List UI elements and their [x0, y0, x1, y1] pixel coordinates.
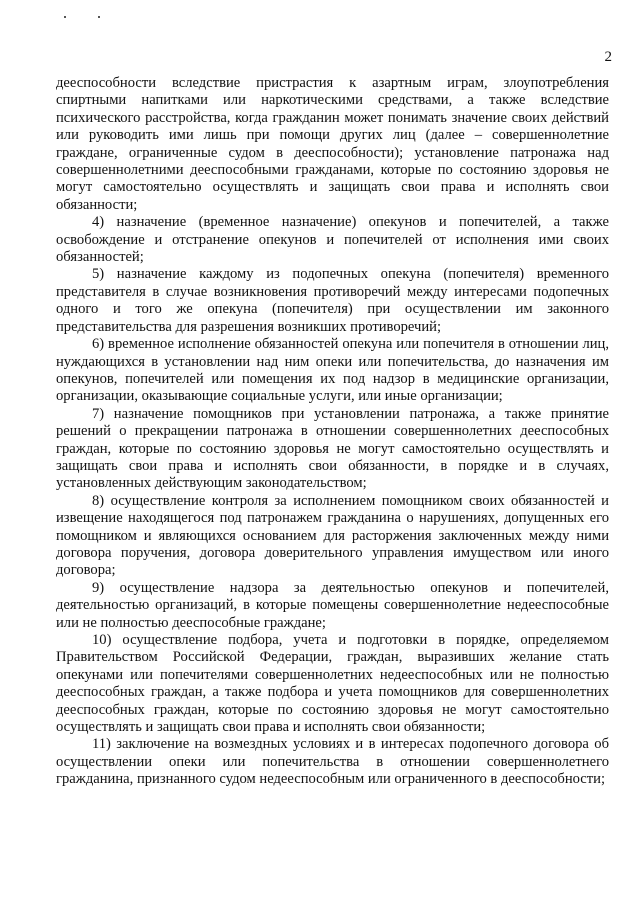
list-item-5: 5) назначение каждому из подопечных опекуна (попечителя) временного представителя в случае возникновения противоречий между интересами подопечных одного и того же опекуна (попечителя) при осуществлении им законного представительства для разрешения возникших противоречий;: [56, 266, 609, 335]
paragraph-continuation: дееспособности вследствие пристрастия к азартным играм, злоупотребления спиртными напитками или наркотическими средствами, а также вследствие психического расстройства, когда гражданин может понимать значение своих действий или руководить ими лишь при помощи других лиц (далее – совершеннолетние граждане, ограниченные судом в дееспособности); установление патронажа над совершеннолетними дееспособными гражданами, которые по состоянию здоровья не могут самостоятельно осуществлять и защищать свои права и исполнять свои обязанности;: [56, 75, 609, 213]
list-item-4: 4) назначение (временное назначение) опекунов и попечителей, а также освобождение и отстранение опекунов и попечителей от исполнения ими своих обязанностей;: [56, 214, 609, 266]
scan-marks: [64, 14, 124, 22]
list-item-6: 6) временное исполнение обязанностей опекуна или попечителя в отношении лиц, нуждающихся в установлении над ним опеки или попечительства, до назначения им опекунов, попечителей или помещения их под надзор в медицинские организации, организации, оказывающие социальные услуги, или иные организации;: [56, 336, 609, 405]
list-item-9: 9) осуществление надзора за деятельностью опекунов и попечителей, деятельностью организаций, в которые помещены совершеннолетние недееспособные или не полностью дееспособные граждане;: [56, 579, 609, 631]
list-item-8: 8) осуществление контроля за исполнением помощником своих обязанностей и извещение находящегося под патронажем гражданина о нарушениях, допущенных его помощником и являющихся основанием для расторжения заключенных между ними договора поручения, договора доверительного управления имуществом или иного договора;: [56, 492, 609, 579]
list-item-7: 7) назначение помощников при установлении патронажа, а также принятие решений о прекращении патронажа в отношении совершеннолетних дееспособных граждан, которые по состоянию здоровья не могут самостоятельно осуществлять и защищать свои права и исполнять свои обязанности, в порядке и в случаях, установленных действующим законодательством;: [56, 405, 609, 492]
list-item-10: 10) осуществление подбора, учета и подготовки в порядке, определяемом Правительством Российской Федерации, граждан, выразивших желание стать опекунами или попечителями совершеннолетних недееспособных или не полностью дееспособных граждан, а также подбора и учета помощников для совершеннолетних дееспособных граждан, которые по состоянию здоровья не могут самостоятельно осуществлять и защищать свои права и исполнять свои обязанности;: [56, 632, 609, 736]
document-body: [56, 75, 609, 789]
page-number: 2: [604, 49, 612, 65]
list-item-11: 11) заключение на возмездных условиях и в интересах подопечного договора об осуществлении опеки или попечительства в отношении совершеннолетнего гражданина, признанного судом недееспособным или ограниченного в дееспособности;: [56, 736, 609, 788]
